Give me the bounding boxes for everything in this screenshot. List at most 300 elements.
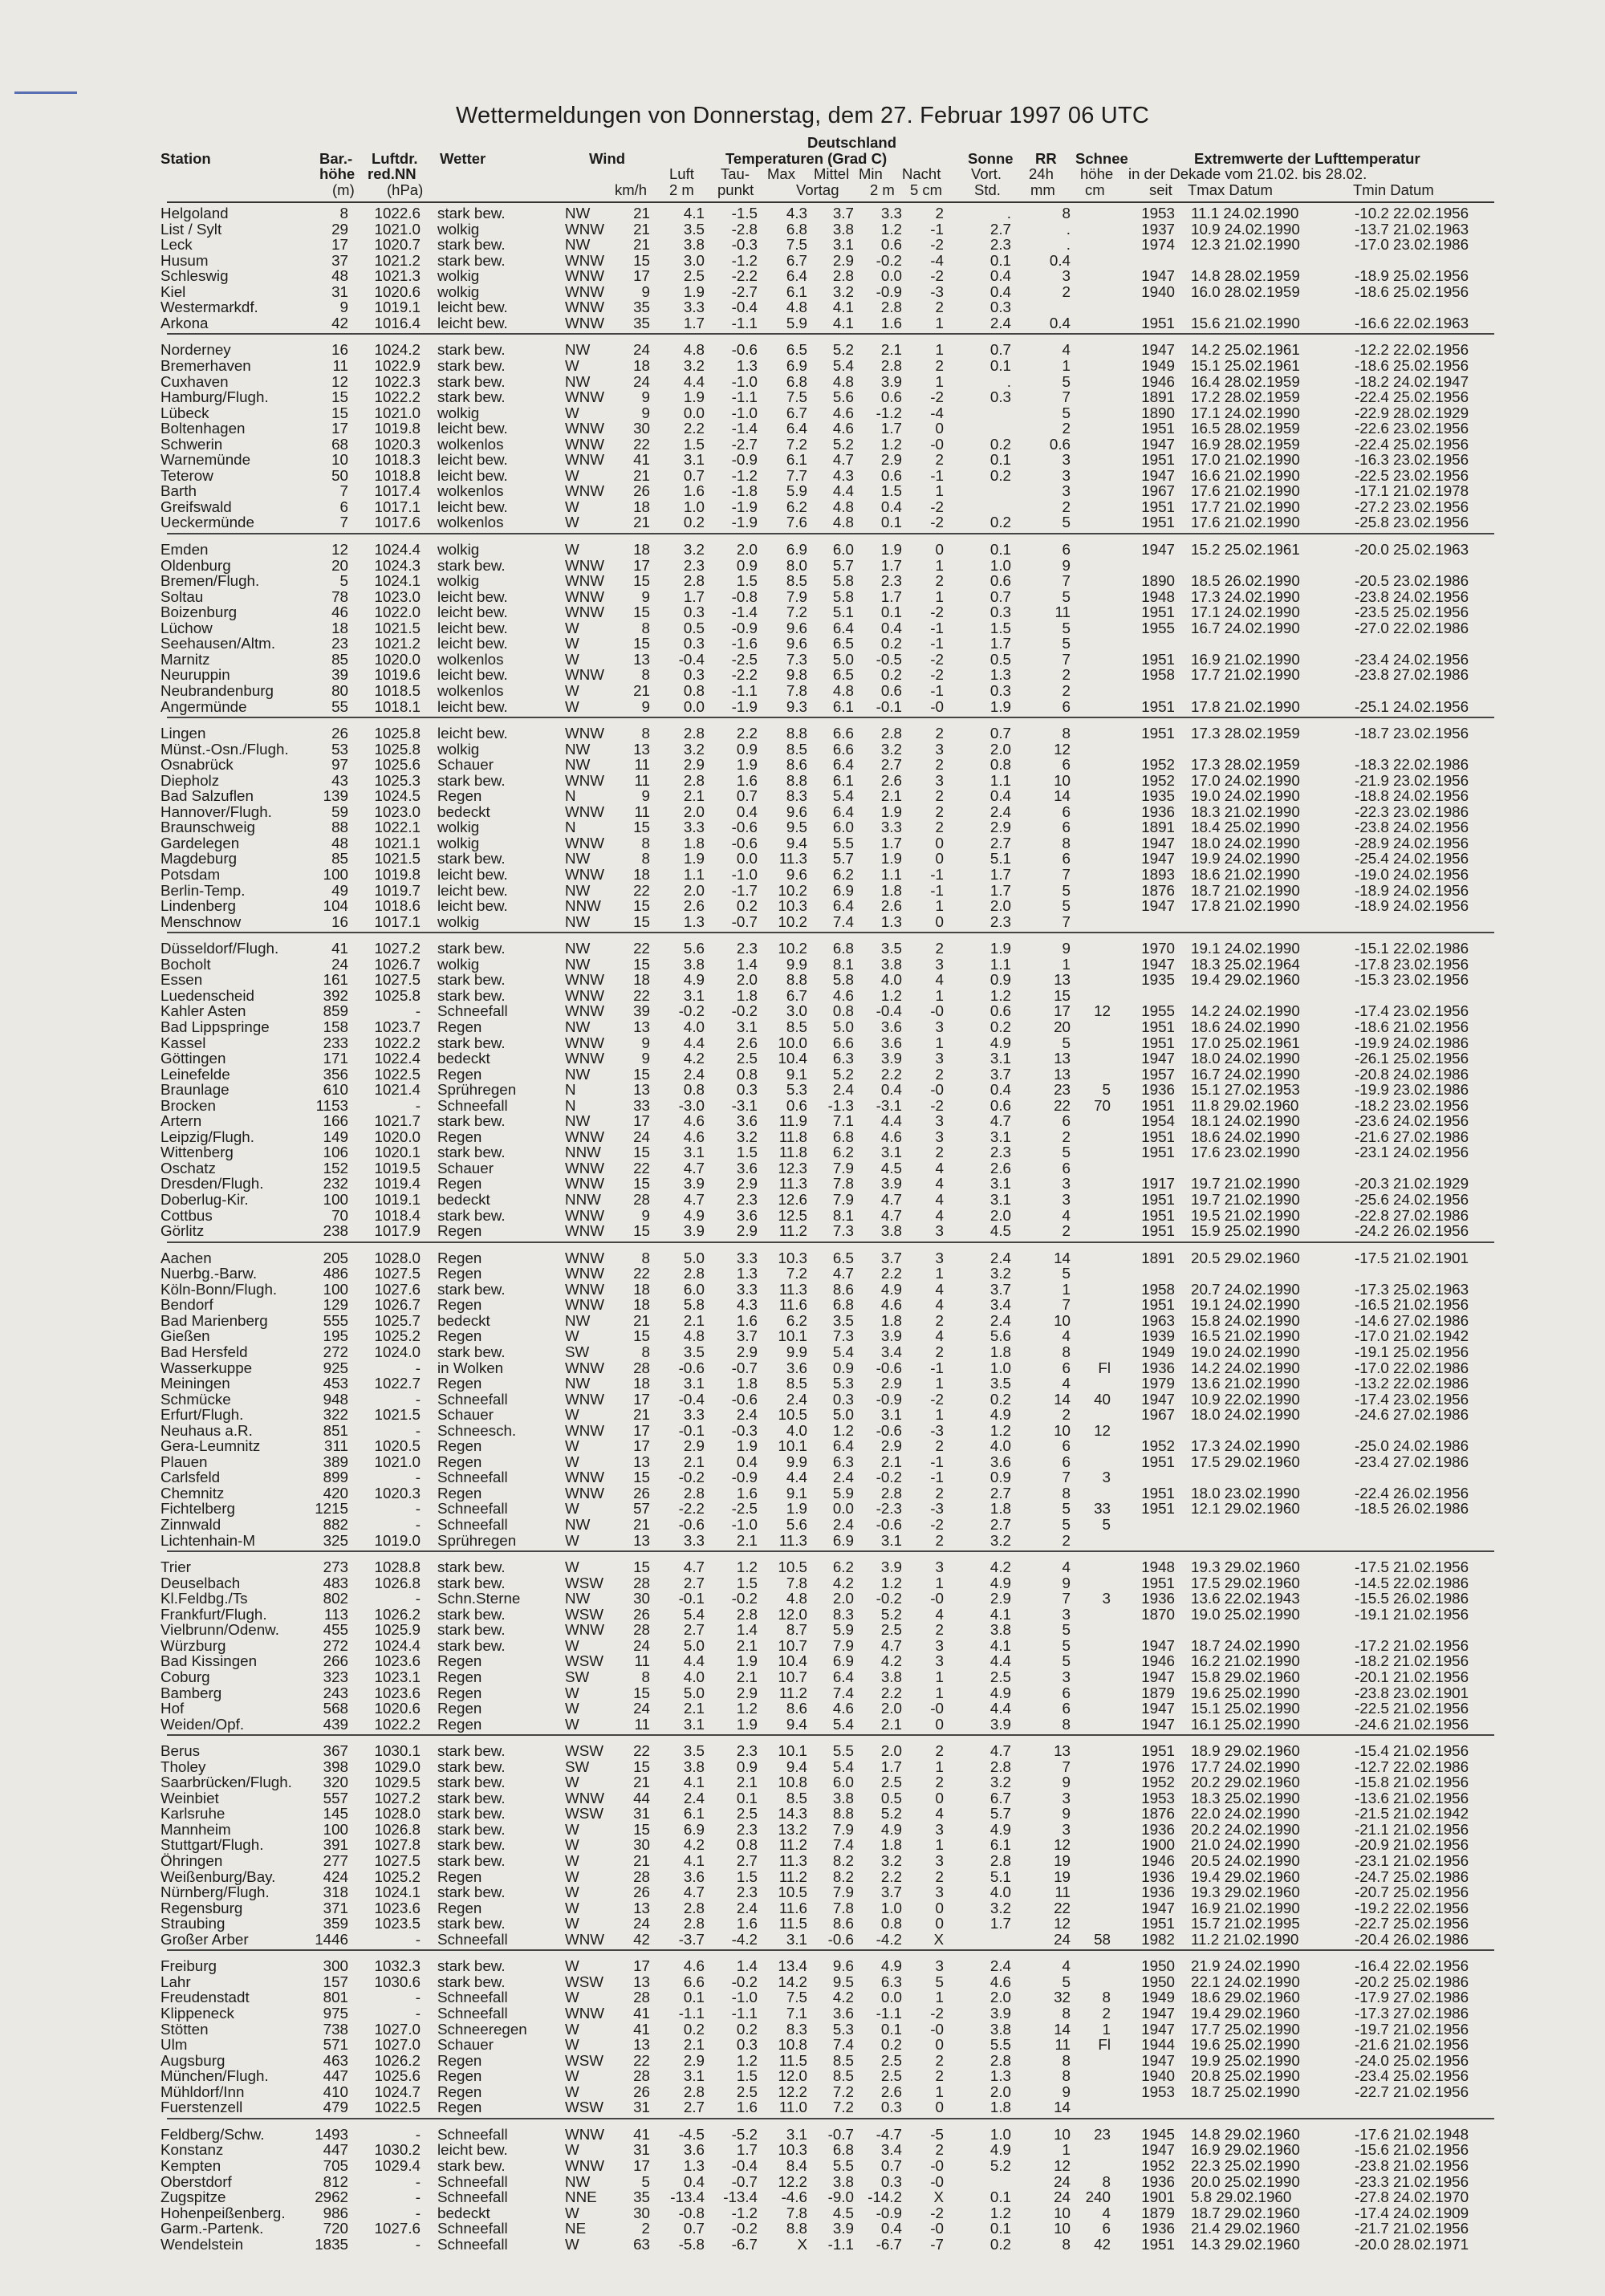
max-temp: 10.5 [778, 1884, 807, 1901]
pressure: 1026.8 [374, 1574, 421, 1591]
tmin-record: -22.7 25.02.1956 [1355, 1915, 1469, 1932]
tmax-record: 17.1 24.02.1990 [1191, 603, 1300, 621]
tmax-record: 16.2 21.02.1990 [1191, 1652, 1300, 1670]
barometer-height: 49 [331, 881, 348, 899]
table-row [0, 1266, 1605, 1281]
barometer-height: 483 [323, 1574, 348, 1591]
mean-temp: 0.0 [832, 1500, 854, 1518]
dew-point: 3.6 [736, 1206, 758, 1224]
tmax-record: 19.4 29.02.1960 [1191, 971, 1300, 989]
since-year: 1936 [1141, 1590, 1175, 1607]
table-row [0, 1454, 1605, 1469]
tmax-record: 18.9 29.02.1960 [1191, 1742, 1300, 1760]
since-year: 1936 [1141, 1359, 1175, 1376]
precipitation: 5 [1062, 514, 1071, 531]
table-row [0, 725, 1605, 741]
mean-temp: 8.8 [832, 1805, 854, 1823]
station-name: Nuerbg.-Barw. [160, 1265, 258, 1282]
night-temp: 3 [935, 1249, 944, 1266]
station-name: Magdeburg [160, 850, 238, 868]
weather: Regen [437, 1327, 482, 1345]
wind-direction: W [565, 1453, 579, 1470]
max-temp: 11.2 [778, 1836, 807, 1854]
sunshine: 4.7 [989, 1742, 1011, 1760]
barometer-height: 738 [323, 2020, 348, 2038]
night-temp: 4 [935, 1191, 944, 1208]
max-temp: 9.9 [786, 1343, 807, 1360]
pressure: 1024.3 [374, 556, 421, 574]
dew-point: 3.2 [736, 1128, 758, 1145]
night-temp: 2 [935, 1343, 944, 1360]
station-name: Hohenpeißenberg. [160, 2204, 286, 2221]
sunshine: 0.4 [989, 1081, 1011, 1099]
min-temp: 1.1 [880, 866, 902, 883]
min-temp: 3.8 [880, 955, 902, 973]
station-name: Karlsruhe [160, 1805, 226, 1823]
precipitation: 14 [1054, 2020, 1071, 2038]
tmax-record: 16.9 21.02.1990 [1191, 1899, 1300, 1916]
tmax-record: 16.4 28.02.1959 [1191, 372, 1300, 390]
max-temp: 10.3 [778, 2141, 807, 2159]
precipitation: 14 [1054, 1249, 1071, 1266]
tmin-record: -23.8 21.02.1956 [1355, 2156, 1469, 2174]
tmax-record: 17.6 21.02.1990 [1191, 482, 1300, 500]
wind-direction: WSW [565, 2099, 603, 2116]
weather: leicht bew. [437, 587, 508, 605]
barometer-height: 12 [331, 541, 348, 558]
sunshine: 5.5 [989, 2036, 1011, 2054]
tmin-record: -20.0 28.02.1971 [1355, 2235, 1469, 2253]
barometer-height: 195 [323, 1327, 348, 1345]
precipitation: 6 [1062, 1437, 1071, 1455]
precipitation: 8 [1062, 1484, 1071, 1502]
weather: Regen [437, 1265, 482, 1282]
weather: leicht bew. [437, 635, 508, 652]
pressure: 1022.2 [374, 1034, 421, 1051]
night-temp: -1 [930, 619, 944, 636]
weather: Regen [437, 1700, 482, 1717]
max-temp: 6.8 [786, 220, 807, 238]
night-temp: -2 [930, 267, 944, 285]
night-temp: -2 [930, 1516, 944, 1533]
min-temp: 3.1 [880, 1144, 902, 1161]
barometer-height: 6 [339, 498, 348, 515]
table-row [0, 2053, 1605, 2068]
wind-speed: 8 [641, 666, 650, 684]
wind-speed: 33 [633, 1096, 650, 1114]
wind-direction: W [565, 498, 579, 515]
min-temp: 1.7 [880, 834, 902, 851]
tmax-record: 19.0 24.02.1990 [1191, 787, 1300, 805]
station-name: Luedenscheid [160, 986, 254, 1004]
precipitation: 7 [1062, 1590, 1071, 1607]
barometer-height: 42 [331, 314, 348, 331]
pressure: - [415, 1590, 421, 1607]
wind-direction: WSW [565, 1605, 603, 1623]
precipitation: 2 [1062, 1531, 1071, 1549]
dew-point: -0.9 [731, 451, 758, 469]
precipitation: 12 [1054, 740, 1071, 758]
min-temp: 4.7 [880, 1191, 902, 1208]
barometer-height: 859 [323, 1002, 348, 1020]
tmin-record: -22.8 27.02.1986 [1355, 1206, 1469, 1224]
tmin-record: -18.8 24.02.1956 [1355, 787, 1469, 805]
tmin-record: -20.3 21.02.1929 [1355, 1175, 1469, 1193]
min-temp: -4.7 [876, 2125, 902, 2143]
weather: stark bew. [437, 1558, 506, 1576]
barometer-height: 59 [331, 803, 348, 820]
dew-point: -1.0 [731, 1516, 758, 1533]
pressure: 1021.4 [374, 1081, 421, 1099]
tmax-record: 22.3 25.02.1990 [1191, 2156, 1300, 2174]
sunshine: 4.7 [989, 1112, 1011, 1130]
wind-direction: WNW [565, 1621, 605, 1639]
mean-temp: 5.5 [832, 2156, 854, 2174]
tmin-record: -14.6 27.02.1986 [1355, 1311, 1469, 1329]
precipitation: 13 [1054, 1065, 1071, 1083]
wind-direction: NW [565, 1516, 591, 1533]
sunshine: 1.5 [989, 619, 1011, 636]
station-name: Mühldorf/Inn [160, 2083, 245, 2100]
dew-point: 0.7 [736, 787, 758, 805]
dew-point: -1.9 [731, 498, 758, 515]
wind-speed: 39 [633, 1002, 650, 1020]
pressure: 1024.1 [374, 1884, 421, 1901]
max-temp: 12.2 [778, 2083, 807, 2100]
pressure: 1021.2 [374, 635, 421, 652]
table-row [0, 1653, 1605, 1668]
pressure: 1021.5 [374, 1406, 421, 1424]
station-name: Chemnitz [160, 1484, 225, 1502]
tmin-record: -24.2 26.02.1956 [1355, 1222, 1469, 1240]
pressure: 1017.1 [374, 498, 421, 515]
mean-temp: 5.0 [832, 1018, 854, 1035]
wind-direction: WSW [565, 2051, 603, 2069]
station-name: Coburg [160, 1668, 210, 1685]
since-year: 1952 [1141, 771, 1175, 789]
snow-depth: 8 [1102, 1989, 1111, 2006]
night-temp: -1 [930, 1453, 944, 1470]
table-row [0, 2022, 1605, 2037]
min-temp: -0.6 [876, 1359, 902, 1376]
wind-direction: W [565, 1957, 579, 1975]
max-temp: -4.6 [781, 2188, 807, 2205]
table-row [0, 1622, 1605, 1637]
tmax-record: 19.5 21.02.1990 [1191, 1206, 1300, 1224]
max-temp: 10.8 [778, 1774, 807, 1791]
air-temp: 2.2 [683, 420, 705, 437]
min-temp: 3.9 [880, 372, 902, 390]
mean-temp: 3.7 [832, 205, 854, 221]
dew-point: 2.7 [736, 1852, 758, 1869]
air-temp: 4.6 [683, 1128, 705, 1145]
table-row [0, 2205, 1605, 2221]
snow-depth: 5 [1102, 1081, 1111, 1099]
precipitation: . [1066, 236, 1071, 254]
header-luft-2: red.NN [368, 165, 416, 182]
table-row [0, 2189, 1605, 2205]
pressure: 1021.2 [374, 251, 421, 269]
sunshine: 4.9 [989, 2141, 1011, 2159]
wind-direction: W [565, 2141, 579, 2159]
wind-speed: 13 [633, 1973, 650, 1990]
min-temp: 3.9 [880, 1327, 902, 1345]
barometer-height: 43 [331, 771, 348, 789]
table-row [0, 1192, 1605, 1207]
since-year: 1917 [1141, 1175, 1175, 1193]
barometer-height: 802 [323, 1590, 348, 1607]
min-temp: -2.3 [876, 1500, 902, 1518]
wind-speed: 26 [633, 1605, 650, 1623]
min-temp: 4.0 [880, 971, 902, 989]
wind-speed: 9 [641, 1050, 650, 1067]
dew-point: -1.1 [731, 314, 758, 331]
mean-temp: 6.2 [832, 1558, 854, 1576]
station-name: Stuttgart/Flugh. [160, 1836, 264, 1854]
since-year: 1936 [1141, 1820, 1175, 1838]
night-temp: 2 [935, 1437, 944, 1455]
table-row [0, 589, 1605, 604]
dew-point: 0.2 [736, 2020, 758, 2038]
pressure: 1026.8 [374, 1820, 421, 1838]
min-temp: -4.2 [876, 1930, 902, 1948]
wind-direction: WNW [565, 267, 605, 285]
tmin-record: -22.4 25.02.1956 [1355, 435, 1469, 453]
header-vortag: Vortag [796, 181, 839, 198]
night-temp: 4 [935, 1327, 944, 1345]
weather: wolkig [437, 912, 480, 930]
precipitation: 8 [1062, 2235, 1071, 2253]
weather: leicht bew. [437, 299, 508, 316]
max-temp: 5.6 [786, 1516, 807, 1533]
barometer-height: 29 [331, 220, 348, 238]
sunshine: 4.2 [989, 1558, 1011, 1576]
weather: stark bew. [437, 1742, 506, 1760]
min-temp: 2.6 [880, 771, 902, 789]
wind-speed: 17 [633, 1421, 650, 1439]
tmax-record: 19.4 29.02.1960 [1191, 1867, 1300, 1885]
precipitation: 13 [1054, 1050, 1071, 1067]
wind-direction: NNW [565, 897, 601, 915]
station-name: Zinnwald [160, 1516, 221, 1533]
table-row [0, 299, 1605, 315]
weather: leicht bew. [437, 897, 508, 915]
night-temp: 2 [935, 205, 944, 221]
barometer-height: 2962 [315, 2188, 348, 2205]
wind-direction: W [565, 1820, 579, 1838]
precipitation: 8 [1062, 725, 1071, 742]
precipitation: 5 [1062, 635, 1071, 652]
barometer-height: 149 [323, 1128, 348, 1145]
precipitation: 1 [1062, 2141, 1071, 2159]
table-row [0, 1517, 1605, 1532]
tmax-record: 19.6 25.02.1990 [1191, 2036, 1300, 2054]
max-temp: 8.7 [786, 1621, 807, 1639]
min-temp: 0.1 [880, 603, 902, 621]
header-schnee-c: cm [1085, 181, 1105, 198]
since-year: 1936 [1141, 2172, 1175, 2190]
dew-point: -2.2 [731, 267, 758, 285]
min-temp: 0.3 [880, 2099, 902, 2116]
station-name: Freudenstadt [160, 1989, 250, 2006]
precipitation: . [1066, 220, 1071, 238]
max-temp: 12.0 [778, 1605, 807, 1623]
since-year: 1974 [1141, 236, 1175, 254]
sunshine: 0.7 [989, 725, 1011, 742]
pressure: 1018.8 [374, 466, 421, 484]
mean-temp: 5.4 [832, 1343, 854, 1360]
dew-point: 0.1 [736, 1789, 758, 1806]
barometer-height: 568 [323, 1700, 348, 1717]
precipitation: 3 [1062, 1820, 1071, 1838]
sunshine: 4.0 [989, 1437, 1011, 1455]
pressure: - [415, 1930, 421, 1948]
barometer-height: 272 [323, 1343, 348, 1360]
since-year: 1951 [1141, 1484, 1175, 1502]
pressure: 1020.3 [374, 435, 421, 453]
station-name: Bocholt [160, 955, 211, 973]
min-temp: 1.8 [880, 1311, 902, 1329]
night-temp: 0 [935, 1715, 944, 1733]
sunshine: 3.8 [989, 1621, 1011, 1639]
wind-speed: 9 [641, 1034, 650, 1051]
mean-temp: 7.9 [832, 1191, 854, 1208]
table-row [0, 542, 1605, 557]
max-temp: 6.7 [786, 404, 807, 421]
barometer-height: 16 [331, 912, 348, 930]
weather: Regen [437, 1867, 482, 1885]
tmax-record: 17.3 24.02.1990 [1191, 587, 1300, 605]
wind-direction: W [565, 1406, 579, 1424]
barometer-height: 5 [339, 572, 348, 590]
wind-speed: 15 [633, 1222, 650, 1240]
station-name: Feldberg/Schw. [160, 2125, 265, 2143]
station-name: Lindenberg [160, 897, 236, 915]
tmin-record: -20.5 23.02.1986 [1355, 572, 1469, 590]
precipitation: 9 [1062, 1805, 1071, 1823]
night-temp: 3 [935, 1652, 944, 1670]
table-row [0, 1806, 1605, 1821]
wind-speed: 17 [633, 1437, 650, 1455]
tmax-record: 20.8 25.02.1990 [1191, 2067, 1300, 2085]
dew-point: -0.4 [731, 299, 758, 316]
wind-direction: W [565, 1531, 579, 1549]
wind-direction: W [565, 1500, 579, 1518]
pressure: 1019.6 [374, 666, 421, 684]
barometer-height: 55 [331, 697, 348, 715]
tmax-record: 20.7 24.02.1990 [1191, 1280, 1300, 1298]
min-temp: 2.7 [880, 756, 902, 774]
air-temp: 3.2 [683, 357, 705, 374]
night-temp: 2 [935, 2067, 944, 2085]
since-year: 1951 [1141, 1018, 1175, 1035]
since-year: 1936 [1141, 1081, 1175, 1099]
min-temp: 3.6 [880, 1018, 902, 1035]
pressure: 1029.4 [374, 2156, 421, 2174]
air-temp: 4.4 [683, 372, 705, 390]
sunshine: 0.4 [989, 787, 1011, 805]
min-temp: 3.8 [880, 1668, 902, 1685]
mean-temp: 5.2 [832, 1065, 854, 1083]
night-temp: 0 [935, 834, 944, 851]
barometer-height: 88 [331, 819, 348, 836]
since-year: 1947 [1141, 955, 1175, 973]
barometer-height: 447 [323, 2141, 348, 2159]
dew-point: 1.4 [736, 1957, 758, 1975]
weather: stark bew. [437, 986, 506, 1004]
air-temp: 0.3 [683, 603, 705, 621]
dew-point: -2.5 [731, 650, 758, 668]
dew-point: -0.6 [731, 834, 758, 851]
max-temp: 8.3 [786, 2020, 807, 2038]
mean-temp: 4.4 [832, 482, 854, 500]
precipitation: 6 [1062, 1700, 1071, 1717]
min-temp: -0.6 [876, 1421, 902, 1439]
wind-speed: 8 [641, 1249, 650, 1266]
wind-speed: 28 [633, 1621, 650, 1639]
pressure: 1027.5 [374, 1852, 421, 1869]
min-temp: 4.7 [880, 1636, 902, 1654]
station-name: Westermarkdf. [160, 299, 258, 316]
night-temp: 4 [935, 1805, 944, 1823]
table-row [0, 1407, 1605, 1422]
station-name: Zugspitze [160, 2188, 226, 2205]
header-bar-1: Bar.- [319, 150, 353, 167]
wind-direction: NW [565, 881, 591, 899]
dew-point: -0.2 [731, 1973, 758, 1990]
station-name: Aachen [160, 1249, 212, 1266]
table-row [0, 253, 1605, 268]
group-separator [167, 1949, 1494, 1951]
weather: Regen [437, 1668, 482, 1685]
max-temp: 7.5 [786, 236, 807, 254]
tmax-record: 17.0 25.02.1961 [1191, 1034, 1300, 1051]
wind-direction: WNW [565, 388, 605, 406]
table-row [0, 699, 1605, 714]
precipitation: 22 [1054, 1899, 1071, 1916]
tmax-record: 18.3 21.02.1990 [1191, 803, 1300, 820]
since-year: 1936 [1141, 1867, 1175, 1885]
mean-temp: 5.5 [832, 1742, 854, 1760]
since-year: 1951 [1141, 514, 1175, 531]
dew-point: -0.2 [731, 1590, 758, 1607]
min-temp: 2.2 [880, 1867, 902, 1885]
air-temp: -2.2 [678, 1500, 705, 1518]
min-temp: -14.2 [868, 2188, 902, 2205]
mean-temp: 2.4 [832, 1516, 854, 1533]
precipitation: 13 [1054, 971, 1071, 989]
precipitation: 5 [1062, 897, 1071, 915]
air-temp: 0.3 [683, 666, 705, 684]
wind-direction: NW [565, 756, 591, 774]
precipitation: 8 [1062, 1715, 1071, 1733]
sunshine: 5.6 [989, 1327, 1011, 1345]
wind-direction: WNW [565, 299, 605, 316]
station-name: Düsseldorf/Flugh. [160, 940, 279, 957]
wind-speed: 21 [633, 205, 650, 221]
mean-temp: 7.4 [832, 1836, 854, 1854]
air-temp: 5.0 [683, 1684, 705, 1701]
snow-depth: 3 [1102, 1590, 1111, 1607]
sunshine: 0.7 [989, 587, 1011, 605]
weather: Sprühregen [437, 1081, 517, 1099]
barometer-height: 447 [323, 2067, 348, 2085]
header-extremwerte: Extremwerte der Lufttemperatur [1194, 150, 1420, 167]
dew-point: -1.0 [731, 372, 758, 390]
max-temp: 1.9 [786, 1500, 807, 1518]
mean-temp: 6.5 [832, 666, 854, 684]
precipitation: 4 [1062, 341, 1071, 359]
